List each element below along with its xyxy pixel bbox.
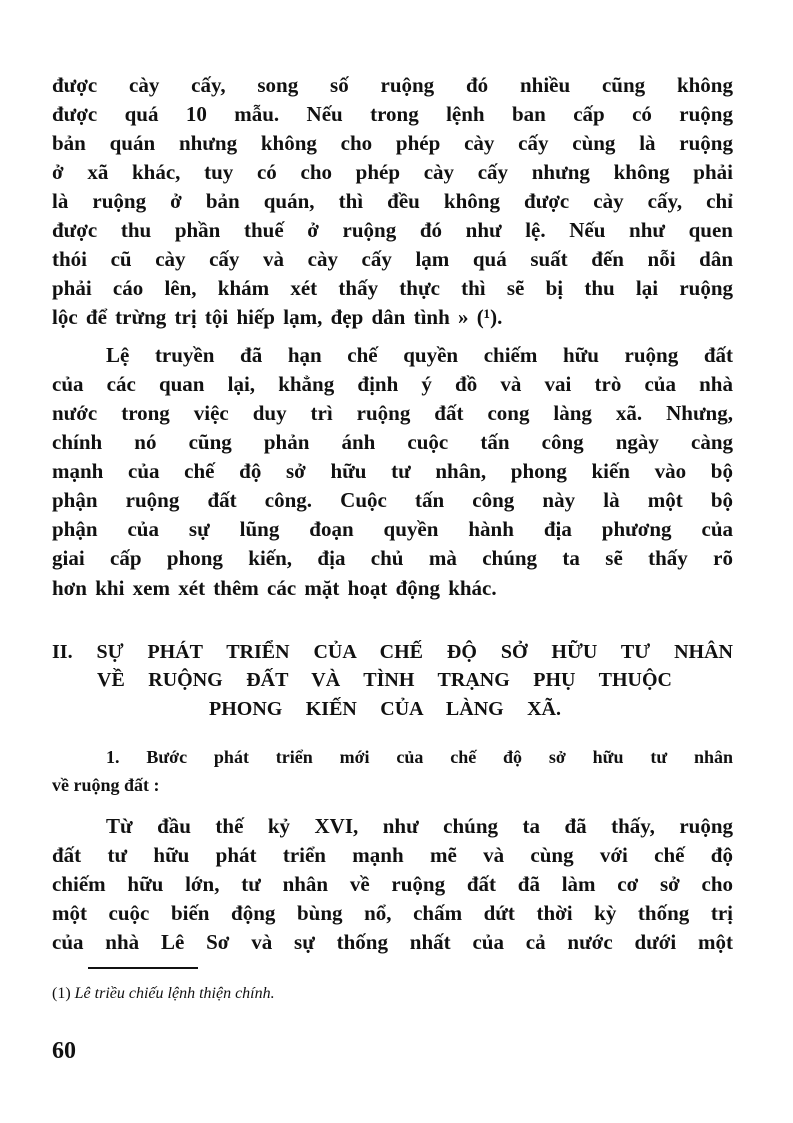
heading-line: PHONG KIẾN CỦA LÀNG XÃ. [209,698,561,720]
text-line: chiếm hữu lớn, tư nhân về ruộng đất đã làm cơ sở cho [52,872,733,896]
text-line: đất tư hữu phát triển mạnh mẽ và cùng với chế độ [52,843,733,867]
text-line: được thu phần thuế ở ruộng đó như lệ. Nếu như quen [52,218,733,242]
text-line: phận ruộng đất công. Cuộc tấn công này là một bộ [52,488,733,512]
text-line: Lệ truyền đã hạn chế quyền chiếm hữu ruộng đất [106,343,733,367]
text-line: ở xã khác, tuy có cho phép cày cấy nhưng không phải [52,160,733,184]
text-line: chính nó cũng phản ánh cuộc tấn công ngày càng [52,430,733,454]
text-line: phận của sự lũng đoạn quyền hành địa phương của [52,517,733,541]
text-line: giai cấp phong kiến, địa chủ mà chúng ta sẽ thấy rõ [52,546,733,570]
text-line: là ruộng ở bản quán, thì đều không được cày cấy, chỉ [52,189,733,213]
text-line: nước trong việc duy trì ruộng đất cong làng xã. Nhưng, [52,401,733,425]
text-line: của nhà Lê Sơ và sự thống nhất của cả nước dưới một [52,930,733,954]
footnote-divider [88,967,198,969]
text-line: lộc để trừng trị tội hiếp lạm, đẹp dân tình » (¹). [52,305,503,329]
text-line: được cày cấy, song số ruộng đó nhiều cũng không [52,73,733,97]
text-line: mạnh của chế độ sở hữu tư nhân, phong kiến vào bộ [52,459,733,483]
text-line: hơn khi xem xét thêm các mặt hoạt động khác. [52,576,497,600]
footnote-text: Lê triều chiếu lệnh thiện chính. [74,985,275,1002]
footnote-marker: (1) [52,985,71,1002]
text-line: được quá 10 mẫu. Nếu trong lệnh ban cấp có ruộng [52,102,733,126]
subheading-line: 1. Bước phát triển mới của chế độ sở hữu tư nhân [106,747,733,767]
subheading-line: về ruộng đất : [52,775,160,795]
page-number: 60 [52,1038,76,1064]
footnote [52,983,275,1005]
heading-line: VỀ RUỘNG ĐẤT VÀ TÌNH TRẠNG PHỤ THUỘC [97,669,672,691]
text-line: Từ đầu thế kỷ XVI, như chúng ta đã thấy, ruộng [106,814,733,838]
text-line: của các quan lại, khẳng định ý đồ và vai trò của nhà [52,372,733,396]
text-line: một cuộc biến động bùng nổ, chấm dứt thời kỳ thống trị [52,901,733,925]
heading-line: II. SỰ PHÁT TRIỂN CỦA CHẾ ĐỘ SỞ HỮU TƯ NHÂN [52,641,733,663]
text-line: thói cũ cày cấy và cày cấy lạm quá suất đến nỗi dân [52,247,733,271]
text-line: phải cáo lên, khám xét thấy thực thì sẽ bị thu lại ruộng [52,276,733,300]
text-line: bản quán nhưng không cho phép cày cấy cùng là ruộng [52,131,733,155]
